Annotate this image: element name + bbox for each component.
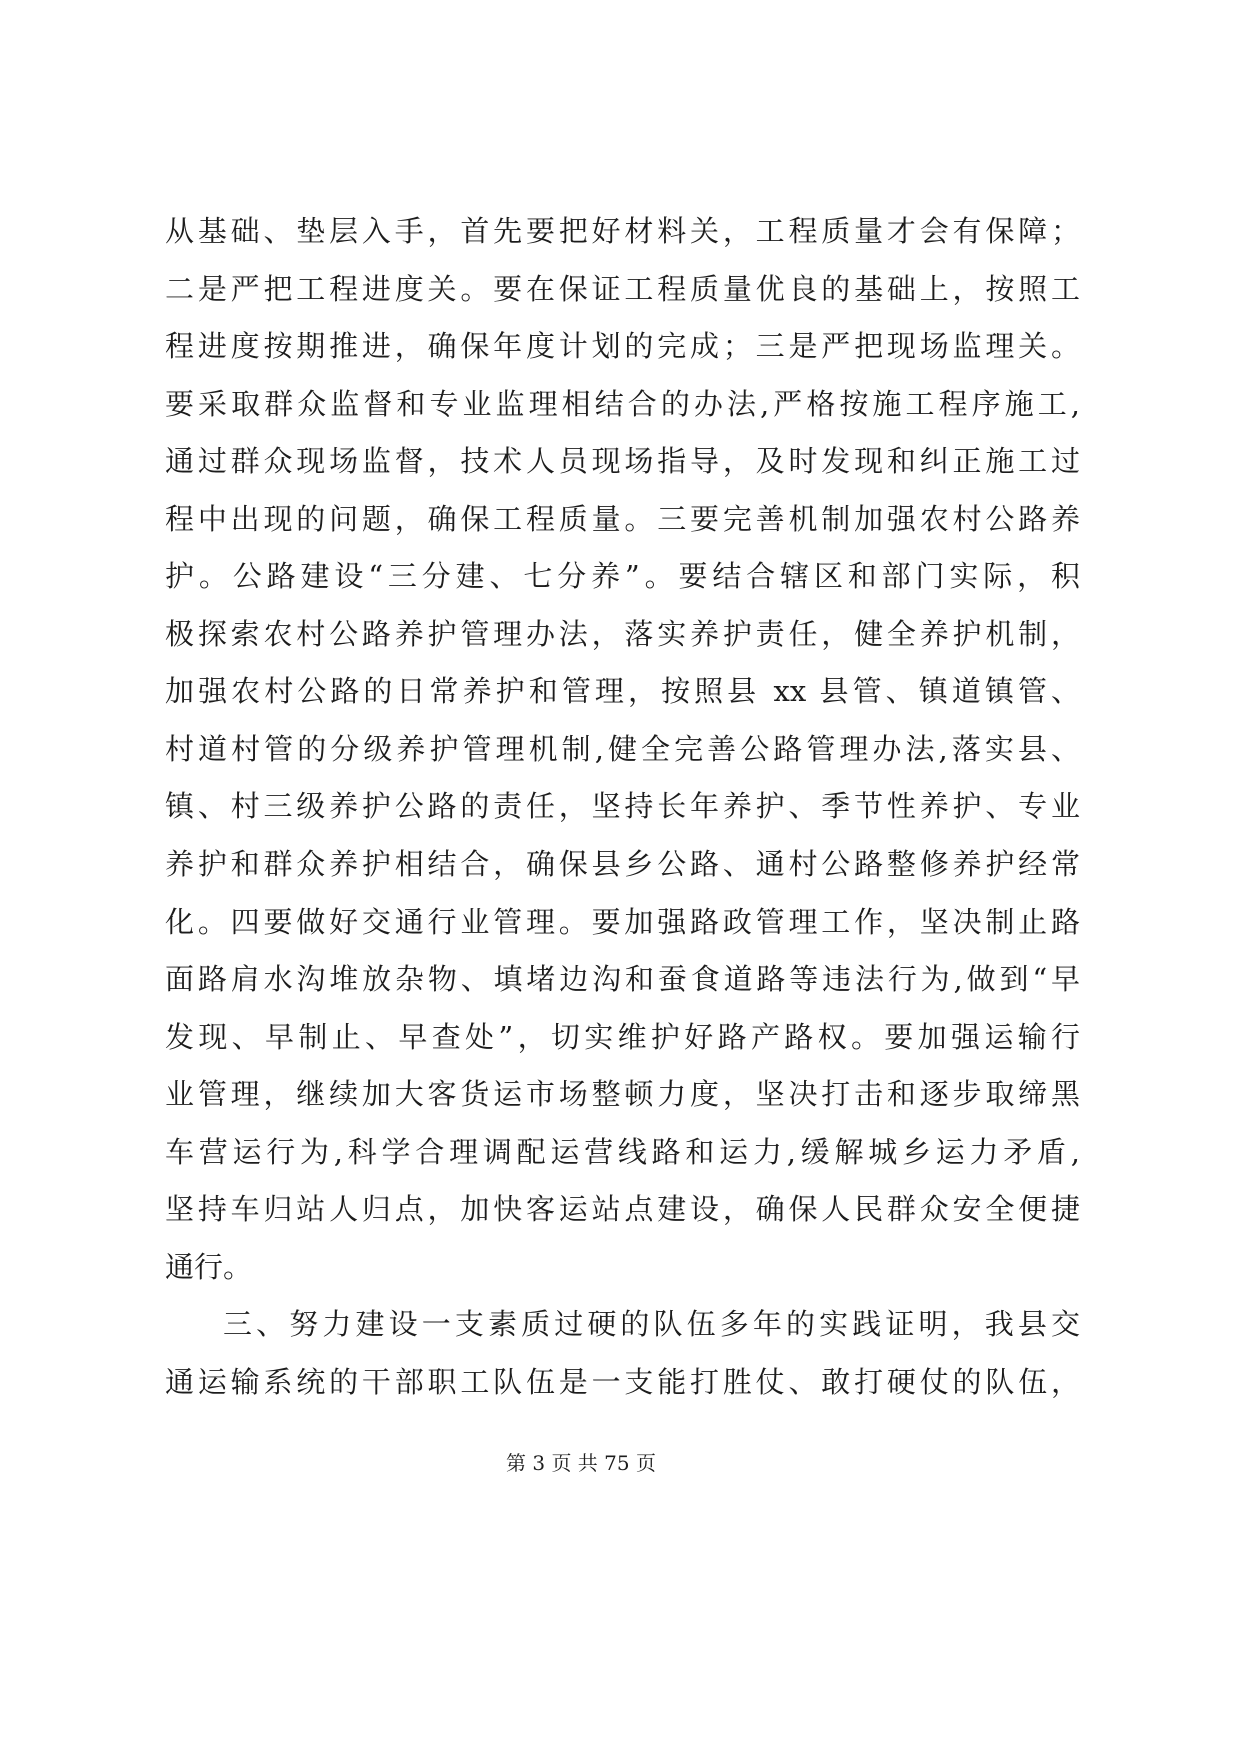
text-line: 通行。 bbox=[165, 1249, 253, 1284]
text-line: 养护和群众养护相结合，确保县乡公路、通村公路整修养护经常 bbox=[165, 847, 1080, 882]
text-line: 化。四要做好交通行业管理。要加强路政管理工作，坚决制止路 bbox=[165, 904, 1080, 939]
paragraph bbox=[165, 1296, 1080, 1411]
text-line: 通运输系统的干部职工队伍是一支能打胜仗、敢打硬仗的队伍， bbox=[165, 1364, 1080, 1399]
text-line: 镇、村三级养护公路的责任，坚持长年养护、季节性养护、专业 bbox=[165, 789, 1080, 824]
text-line: 从基础、垫层入手，首先要把好材料关，工程质量才会有保障； bbox=[165, 214, 1080, 248]
text-line: 护。公路建设“三分建、七分养”。要结合辖区和部门实际，积 bbox=[165, 559, 1080, 594]
paragraph bbox=[165, 203, 1080, 1296]
text-line: 车营运行为,科学合理调配运营线路和运力,缓解城乡运力矛盾, bbox=[165, 1134, 1080, 1169]
text-line: 三、努力建设一支素质过硬的队伍多年的实践证明，我县交 bbox=[223, 1307, 1080, 1342]
text-line: 业管理，继续加大客货运市场整顿力度，坚决打击和逐步取缔黑 bbox=[165, 1077, 1080, 1112]
page-number-footer: 第 3 页 共 75 页 bbox=[506, 1451, 656, 1475]
text-line: 要采取群众监督和专业监理相结合的办法,严格按施工程序施工, bbox=[165, 386, 1080, 421]
text-line: 通过群众现场监督，技术人员现场指导，及时发现和纠正施工过 bbox=[165, 444, 1080, 479]
text-line: 发现、早制止、早查处”，切实维护好路产路权。要加强运输行 bbox=[165, 1019, 1080, 1054]
text-line: 二是严把工程进度关。要在保证工程质量优良的基础上，按照工 bbox=[165, 271, 1080, 306]
text-line: 村道村管的分级养护管理机制,健全完善公路管理办法,落实县、 bbox=[165, 731, 1080, 766]
text-line: 程进度按期推进，确保年度计划的完成；三是严把现场监理关。 bbox=[165, 329, 1080, 364]
body-text bbox=[165, 203, 1080, 1411]
text-line: 极探索农村公路养护管理办法，落实养护责任，健全养护机制， bbox=[165, 616, 1080, 651]
text-line: 加强农村公路的日常养护和管理，按照县 xx 县管、镇道镇管、 bbox=[165, 674, 1080, 709]
text-line: 面路肩水沟堆放杂物、填堵边沟和蚕食道路等违法行为,做到“早 bbox=[165, 962, 1080, 997]
text-line: 坚持车归站人归点，加快客运站点建设，确保人民群众安全便捷 bbox=[165, 1192, 1080, 1227]
text-line: 程中出现的问题，确保工程质量。三要完善机制加强农村公路养 bbox=[165, 501, 1080, 536]
